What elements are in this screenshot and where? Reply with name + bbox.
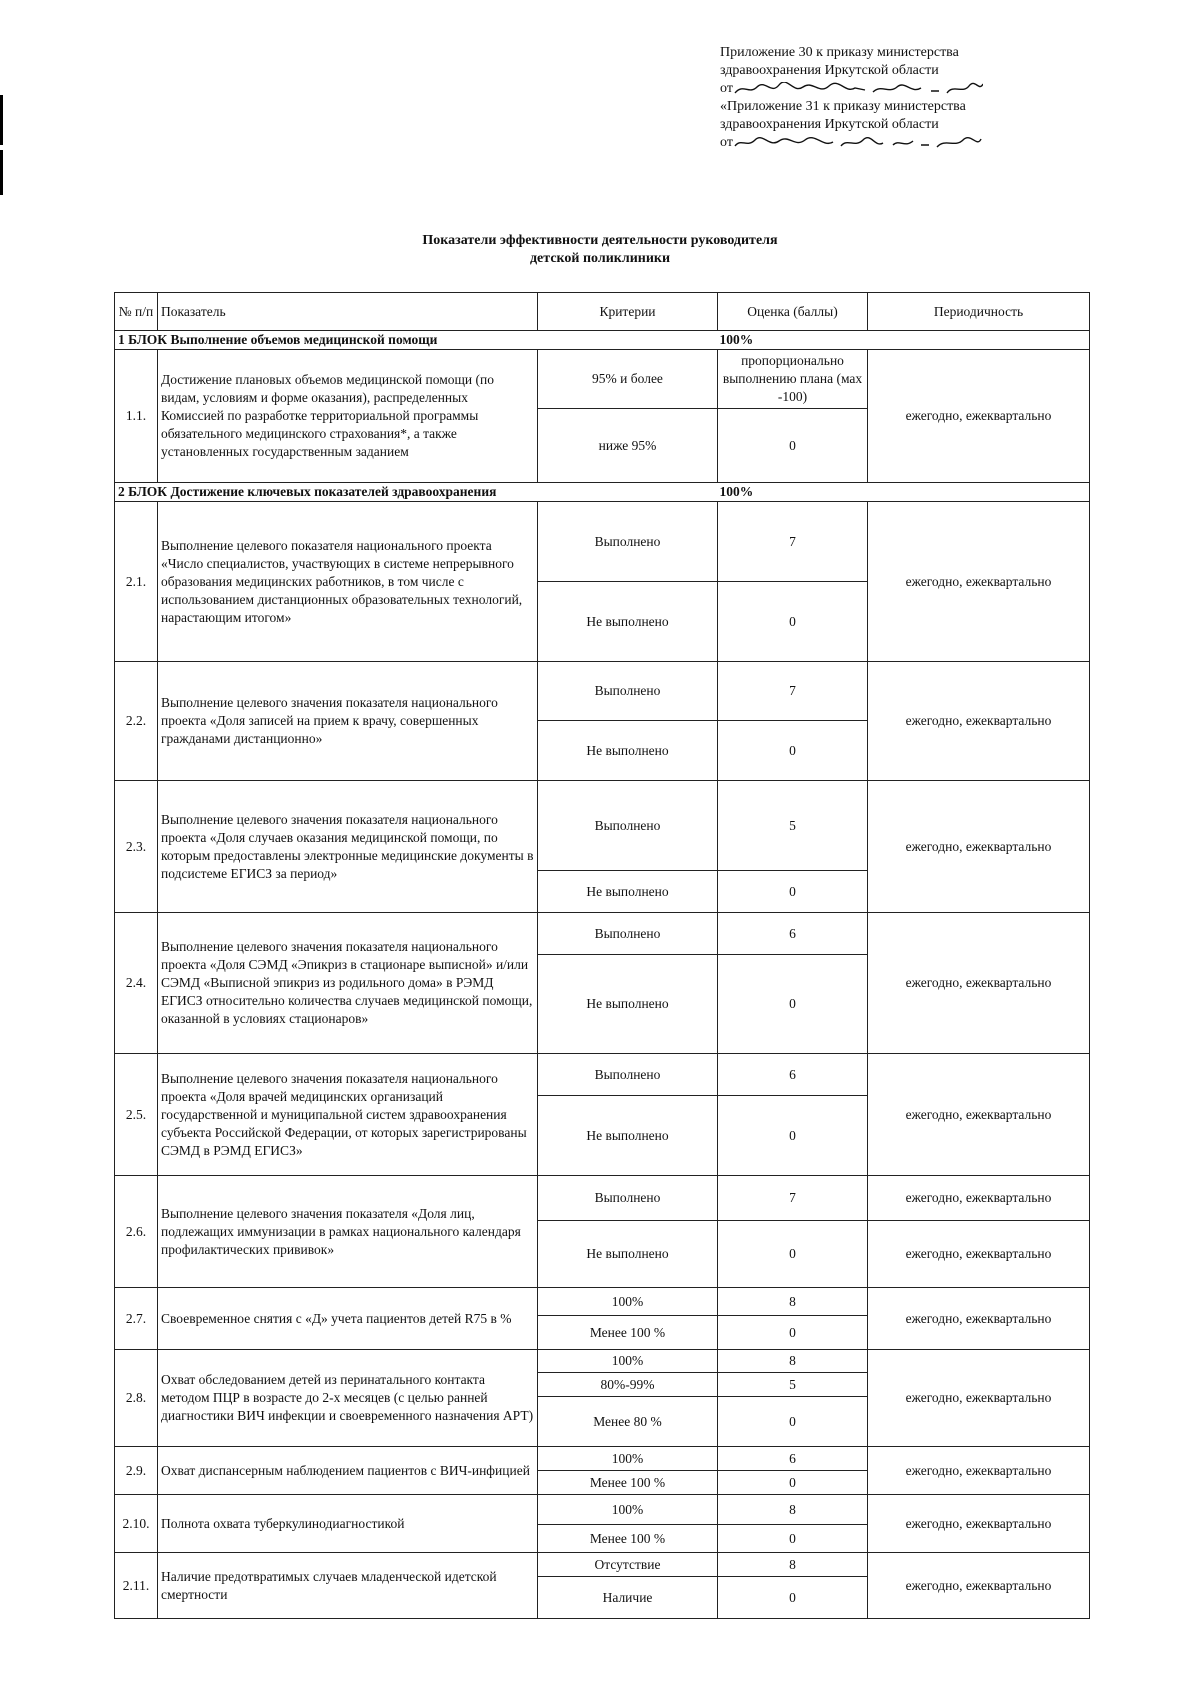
row-indicator: Своевременное снятия с «Д» учета пациентов детей R75 в %: [158, 1288, 538, 1350]
table-row: [115, 662, 1090, 721]
table-row: [115, 1288, 1090, 1316]
row-score: 8: [718, 1495, 868, 1525]
row-criterion: Выполнено: [538, 913, 718, 955]
handwriting-signature: [733, 82, 983, 96]
order-ref-line: здравоохранения Иркутской области: [720, 117, 939, 132]
row-criterion: Не выполнено: [538, 1096, 718, 1176]
row-criterion: Не выполнено: [538, 955, 718, 1054]
table-row: [115, 350, 1090, 409]
row-score: 0: [718, 721, 868, 781]
order-ref-line: Приложение 30 к приказу министерства: [720, 45, 959, 60]
row-criterion: Не выполнено: [538, 871, 718, 913]
row-period: ежегодно, ежеквартально: [868, 913, 1090, 1054]
row-criterion: Выполнено: [538, 1054, 718, 1096]
row-indicator: Охват диспансерным наблюдением пациентов с ВИЧ-инфицией: [158, 1447, 538, 1495]
row-criterion: Не выполнено: [538, 721, 718, 781]
document-title-line: Показатели эффективности деятельности руководителя: [422, 233, 778, 248]
row-indicator: Достижение плановых объемов медицинской помощи (по видам, условиям и форме оказания), распределенных Комиссией по разработке территориальной программы обязательного медицинского страхования*, а также установленных государственным заданием: [158, 350, 538, 483]
row-criterion: Выполнено: [538, 502, 718, 582]
row-score: пропорционально выполнению плана (мах -100): [718, 350, 868, 409]
row-criterion: Наличие: [538, 1577, 718, 1619]
row-criterion: Отсутствие: [538, 1553, 718, 1577]
row-score: 7: [718, 662, 868, 721]
row-period: ежегодно, ежеквартально: [868, 1288, 1090, 1350]
header-num: № п/п: [115, 293, 158, 331]
document-title-line: детской поликлиники: [529, 251, 671, 266]
block-percent: 100%: [718, 483, 1090, 502]
row-num: 2.4.: [115, 913, 158, 1054]
header-score: Оценка (баллы): [718, 293, 868, 331]
document-title: [0, 232, 1200, 268]
block-label: 1 БЛОК Выполнение объемов медицинской помощи: [115, 331, 718, 350]
table-row: [115, 913, 1090, 955]
order-reference-block: [720, 44, 1080, 152]
order-ref-line: «Приложение 31 к приказу министерства: [720, 99, 966, 114]
handwriting-signature: [733, 136, 983, 150]
row-criterion: ниже 95%: [538, 409, 718, 483]
row-score: 6: [718, 913, 868, 955]
header-period: Периодичность: [868, 293, 1090, 331]
scan-edge-mark: [0, 95, 3, 145]
row-score: 0: [718, 1316, 868, 1350]
row-criterion: 100%: [538, 1350, 718, 1373]
scan-edge-mark: [0, 150, 3, 195]
header-criteria: Критерии: [538, 293, 718, 331]
row-indicator: Охват обследованием детей из перинатального контакта методом ПЦР в возрасте до 2-х месяцев (с целью ранней диагностики ВИЧ инфекции и своевременного назначения АРТ): [158, 1350, 538, 1447]
row-criterion: Менее 80 %: [538, 1397, 718, 1447]
row-score: 8: [718, 1553, 868, 1577]
row-criterion: Выполнено: [538, 781, 718, 871]
row-criterion: 100%: [538, 1447, 718, 1471]
row-indicator: Наличие предотвратимых случаев младенческой идетской смертности: [158, 1553, 538, 1619]
row-num: 2.3.: [115, 781, 158, 913]
row-period: ежегодно, ежеквартально: [868, 502, 1090, 662]
row-score: 0: [718, 871, 868, 913]
table-row: [115, 502, 1090, 582]
row-period: ежегодно, ежеквартально: [868, 1350, 1090, 1447]
row-score: 0: [718, 1577, 868, 1619]
row-period: ежегодно, ежеквартально: [868, 1495, 1090, 1553]
row-num: 2.10.: [115, 1495, 158, 1553]
handwritten-date-number: [733, 82, 983, 98]
row-criterion: Менее 100 %: [538, 1316, 718, 1350]
table-header-row: [115, 293, 1090, 331]
block-row: [115, 483, 1090, 502]
row-period: ежегодно, ежеквартально: [868, 1054, 1090, 1176]
row-indicator: Выполнение целевого значения показателя национального проекта «Доля СЭМД «Эпикриз в стационаре выписной» и/или СЭМД «Выписной эпикриз из родильного дома» в РЭМД ЕГИСЗ относительно количества случаев медицинской помощи, оказанной в условиях стационаров»: [158, 913, 538, 1054]
row-num: 2.6.: [115, 1176, 158, 1288]
row-score: 5: [718, 1373, 868, 1397]
order-date-prefix: от: [720, 81, 733, 96]
row-score: 0: [718, 1221, 868, 1288]
block-row: [115, 331, 1090, 350]
row-indicator: Выполнение целевого значения показателя национального проекта «Доля случаев оказания медицинской помощи, по которым предоставлены электронные медицинские документы в подсистеме ЕГИСЗ за период»: [158, 781, 538, 913]
block-percent: 100%: [718, 331, 1090, 350]
indicators-table: [114, 292, 1090, 1619]
row-criterion: Выполнено: [538, 662, 718, 721]
row-score: 0: [718, 1096, 868, 1176]
table-row: [115, 781, 1090, 871]
row-criterion: 100%: [538, 1288, 718, 1316]
row-score: 6: [718, 1447, 868, 1471]
row-period: ежегодно, ежеквартально: [868, 350, 1090, 483]
row-score: 8: [718, 1288, 868, 1316]
table-row: [115, 1176, 1090, 1221]
row-score: 7: [718, 1176, 868, 1221]
row-num: 1.1.: [115, 350, 158, 483]
row-score: 0: [718, 1397, 868, 1447]
order-date-line: [720, 80, 1080, 98]
row-indicator: Выполнение целевого значения показателя национального проекта «Доля врачей медицинских организаций государственной и муниципальной систем здравоохранения субъекта Российской Федерации, от которых зарегистрированы СЭМД в РЭМД ЕГИСЗ»: [158, 1054, 538, 1176]
table-row: [115, 1447, 1090, 1471]
row-period: ежегодно, ежеквартально: [868, 1447, 1090, 1495]
row-score: 8: [718, 1350, 868, 1373]
row-num: 2.8.: [115, 1350, 158, 1447]
block-label: 2 БЛОК Достижение ключевых показателей здравоохранения: [115, 483, 718, 502]
table-row: [115, 1553, 1090, 1577]
row-indicator: Выполнение целевого значения показателя «Доля лиц, подлежащих иммунизации в рамках национального календаря профилактических прививок»: [158, 1176, 538, 1288]
header-indicator: Показатель: [158, 293, 538, 331]
order-ref-line: здравоохранения Иркутской области: [720, 63, 939, 78]
row-criterion: 95% и более: [538, 350, 718, 409]
row-score: 0: [718, 1525, 868, 1553]
row-indicator: Выполнение целевого показателя национального проекта «Число специалистов, участвующих в системе непрерывного образования медицинских работников, в том числе с использованием дистанционных образовательных технологий, нарастающим итогом»: [158, 502, 538, 662]
row-criterion: Менее 100 %: [538, 1471, 718, 1495]
row-num: 2.2.: [115, 662, 158, 781]
row-num: 2.9.: [115, 1447, 158, 1495]
row-criterion: Не выполнено: [538, 1221, 718, 1288]
row-indicator: Выполнение целевого значения показателя национального проекта «Доля записей на прием к врачу, совершенных гражданами дистанционно»: [158, 662, 538, 781]
row-criterion: Менее 100 %: [538, 1525, 718, 1553]
row-indicator: Полнота охвата туберкулинодиагностикой: [158, 1495, 538, 1553]
row-criterion: 80%-99%: [538, 1373, 718, 1397]
table-row: [115, 1495, 1090, 1525]
row-criterion: Не выполнено: [538, 582, 718, 662]
row-score: 6: [718, 1054, 868, 1096]
row-num: 2.1.: [115, 502, 158, 662]
row-num: 2.5.: [115, 1054, 158, 1176]
row-period: ежегодно, ежеквартально: [868, 1221, 1090, 1288]
row-score: 5: [718, 781, 868, 871]
order-date-line: [720, 134, 1080, 152]
row-score: 0: [718, 582, 868, 662]
row-num: 2.11.: [115, 1553, 158, 1619]
row-period: ежегодно, ежеквартально: [868, 1176, 1090, 1221]
row-period: ежегодно, ежеквартально: [868, 662, 1090, 781]
handwritten-date-number: [733, 136, 983, 152]
order-date-prefix: от: [720, 135, 733, 150]
row-period: ежегодно, ежеквартально: [868, 1553, 1090, 1619]
row-criterion: Выполнено: [538, 1176, 718, 1221]
row-score: 0: [718, 955, 868, 1054]
row-score: 0: [718, 409, 868, 483]
row-period: ежегодно, ежеквартально: [868, 781, 1090, 913]
table-row: [115, 1054, 1090, 1096]
row-num: 2.7.: [115, 1288, 158, 1350]
table-row: [115, 1350, 1090, 1373]
row-score: 0: [718, 1471, 868, 1495]
row-criterion: 100%: [538, 1495, 718, 1525]
row-score: 7: [718, 502, 868, 582]
